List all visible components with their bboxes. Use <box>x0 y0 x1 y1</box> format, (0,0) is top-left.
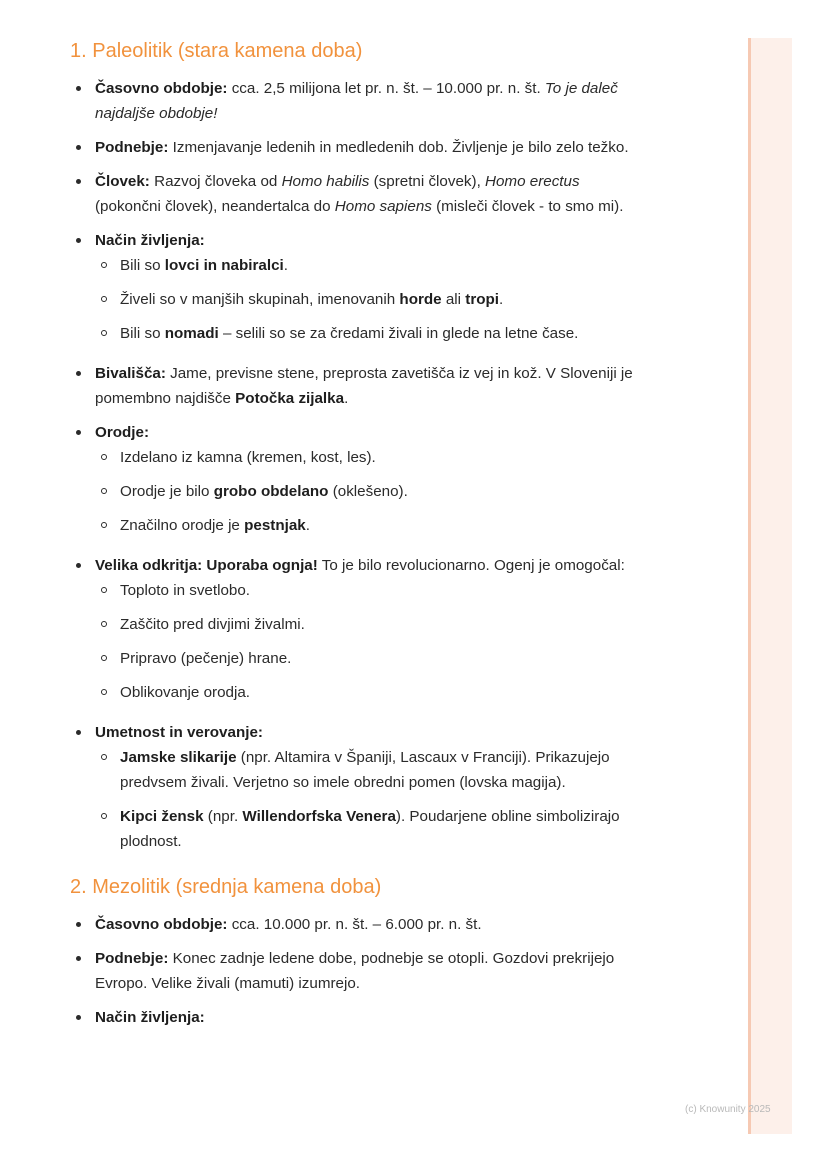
list-item-podnebje: Podnebje: Izmenjavanje ledenih in medledenih dob. Življenje je bilo zelo težko. <box>95 135 636 160</box>
list-item-bivalisca: Bivališča: Jame, previsne stene, preprosta zavetišča iz vej in kož. V Sloveniji je pomembno najdišče Potočka zijalka. <box>95 361 636 411</box>
list-item-casovno: Časovno obdobje: cca. 2,5 milijona let pr. n. št. – 10.000 pr. n. št. To je daleč najdaljše obdobje! <box>95 76 636 126</box>
sublist-item: Značilno orodje je pestnjak. <box>120 513 636 538</box>
paleolitik-list <box>70 76 636 854</box>
section-heading-paleolitik: 1. Paleolitik (stara kamena doba) <box>70 40 363 62</box>
sublist-item: Oblikovanje orodja. <box>120 680 636 705</box>
sublist-item: Jamske slikarije (npr. Altamira v Španiji, Lascaux v Franciji). Prikazujejo predvsem živali. Verjetno so imele obredni pomen (lovska magija). <box>120 745 636 795</box>
sublist-item: Kipci žensk (npr. Willendorfska Venera). Poudarjene obline simbolizirajo plodnost. <box>120 804 636 854</box>
sublist-item: Izdelano iz kamna (kremen, kost, les). <box>120 445 636 470</box>
sublist-item: Orodje je bilo grobo obdelano (oklešeno). <box>120 479 636 504</box>
document-content <box>70 36 636 1039</box>
list-item-nacin: Način življenja: Bili so lovci in nabiralci. Živeli so v manjših skupinah, imenovanih horde ali tropi. Bili so nomadi – selili so se za čredami živali in glede na letne čase. <box>95 228 636 346</box>
sublist-item: Bili so nomadi – selili so se za čredami živali in glede na letne čase. <box>120 321 636 346</box>
footer-copyright: (c) Knowunity 2025 <box>685 1104 771 1115</box>
orodje-sublist <box>95 445 636 538</box>
list-item-orodje: Orodje: Izdelano iz kamna (kremen, kost, les). Orodje je bilo grobo obdelano (oklešeno). Značilno orodje je pestnjak. <box>95 420 636 538</box>
list-item-nacin: Način življenja: <box>95 1005 636 1030</box>
nacin-sublist <box>95 253 636 346</box>
page-sidebar-strip <box>748 38 792 1134</box>
sublist-item: Zaščito pred divjimi živalmi. <box>120 612 636 637</box>
list-item-clovek: Človek: Razvoj človeka od Homo habilis (spretni človek), Homo erectus (pokončni človek), neandertalca do Homo sapiens (mislеči človek - to smo mi). <box>95 169 636 219</box>
list-item-podnebje: Podnebje: Konec zadnje ledene dobe, podnebje se otopli. Gozdovi prekrijejo Evropo. Velike živali (mamuti) izumrejo. <box>95 946 636 996</box>
odkritja-sublist <box>95 578 636 705</box>
list-item-umetnost: Umetnost in verovanje: Jamske slikarije (npr. Altamira v Španiji, Lascaux v Franciji). Prikazujejo predvsem živali. Verjetno so imele obredni pomen (lovska magija). Kipci žensk (npr. Willendorfska Venera). Poudarjene obline simbolizirajo plodnost. <box>95 720 636 854</box>
umetnost-sublist <box>95 745 636 854</box>
mezolitik-list <box>70 912 636 1030</box>
section-heading-mezolitik: 2. Mezolitik (srednja kamena doba) <box>70 876 382 898</box>
list-item-odkritja: Velika odkritja: Uporaba ognja! To je bilo revolucionarno. Ogenj je omogočal: Toploto in svetlobo. Zaščito pred divjimi živalmi. Pripravo (pečenje) hrane. Oblikovanje orodja. <box>95 553 636 705</box>
sublist-item: Pripravo (pečenje) hrane. <box>120 646 636 671</box>
sublist-item: Toploto in svetlobo. <box>120 578 636 603</box>
sublist-item: Bili so lovci in nabiralci. <box>120 253 636 278</box>
sublist-item: Živeli so v manjših skupinah, imenovanih horde ali tropi. <box>120 287 636 312</box>
list-item-casovno: Časovno obdobje: cca. 10.000 pr. n. št. – 6.000 pr. n. št. <box>95 912 636 937</box>
